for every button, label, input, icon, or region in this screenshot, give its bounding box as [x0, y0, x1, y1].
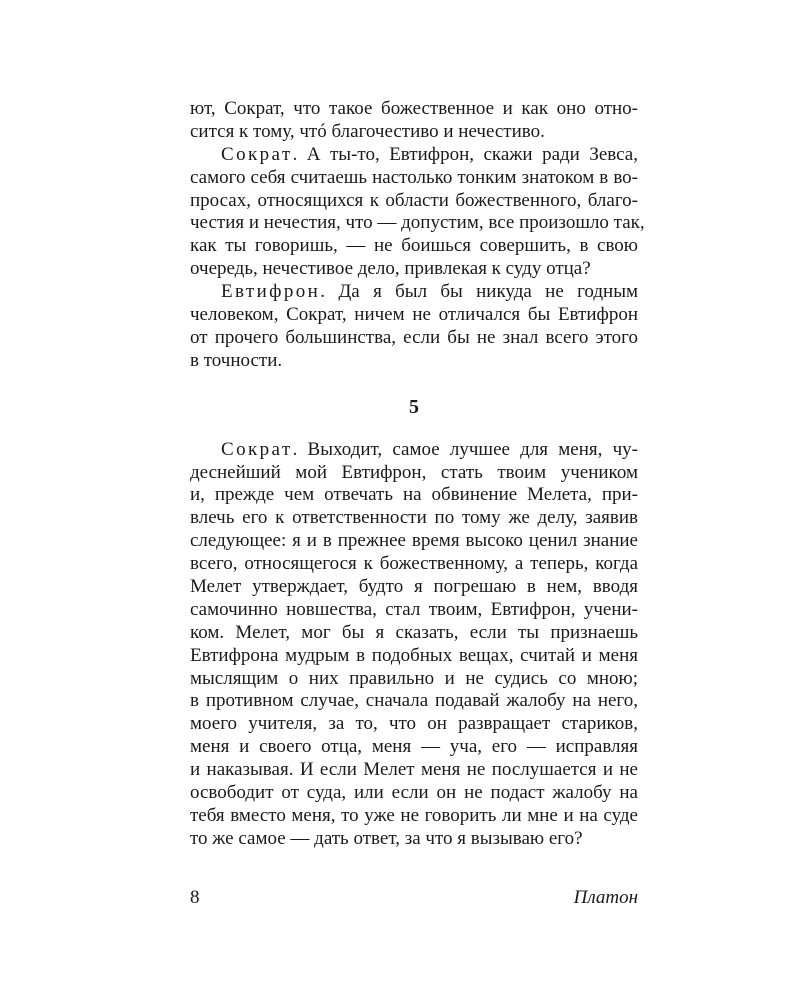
text-line: очередь, нечестивое дело, привлекая к суду отца?: [190, 258, 591, 280]
section-number: 5: [409, 395, 419, 418]
paragraph-continuation: [190, 98, 638, 144]
text-line: тебя вместо меня, то уже не говорить ли мне и на суде: [190, 804, 638, 826]
text-line: ют, Сократ, что такое божественное и как оно отно-: [190, 98, 638, 119]
text-line: и, прежде чем отвечать на обвинение Мелета, при-: [190, 484, 638, 506]
text-line: в противном случае, сначала подавай жалобу на него,: [190, 690, 638, 712]
text-line: деснейший мой Евтифрон, стать твоим учеником: [190, 461, 638, 483]
text-line: освободит от суда, или если он не подаст жалобу на: [190, 782, 638, 804]
paragraph-socrates-2: [190, 439, 638, 851]
text-line: [190, 281, 638, 304]
paragraph-euthyphro: [190, 281, 638, 373]
text-line: самого себя считаешь настолько тонким знатоком в во-: [190, 166, 638, 188]
text-line: Евтифрона мудрым в подобных вещах, считай и меня: [190, 644, 638, 666]
paragraph-socrates-1: [190, 143, 645, 281]
text-line: меня и своего отца, меня — уча, его — исправляя: [190, 736, 638, 758]
text-line: в точности.: [190, 349, 283, 371]
speaker-name: Сократ: [221, 143, 293, 165]
text-line: влечь его к ответственности по тому же делу, заявив: [190, 507, 638, 529]
text-line: самочинно новшества, стал твоим, Евтифрон, учени-: [190, 598, 638, 620]
text-line: мыслящим о них правильно и не судись со мною;: [190, 667, 638, 689]
speech-text: . Выходит, самое лучшее для меня, чу-: [292, 438, 638, 460]
text-line: как ты говоришь, — не боишься совершить, в свою: [190, 235, 638, 257]
text-line: и наказывая. И если Мелет меня не послушается и не: [190, 759, 638, 781]
text-line: просах, относящихся к области божественного, благо-: [190, 189, 638, 211]
text-line: всего, относящегося к божественному, а теперь, когда: [190, 553, 638, 575]
text-line: [190, 439, 638, 462]
speaker-name: Евтифрон: [221, 281, 321, 303]
text-line: человеком, Сократ, ничем не отличался бы Евтифрон: [190, 304, 638, 326]
text-line: следующее: я и в прежнее время высоко ценил знание: [190, 530, 638, 552]
text-line: сится к тому, чтó благочестиво и нечестиво.: [190, 120, 545, 142]
running-title: Платон: [573, 887, 638, 908]
page-footer: [190, 886, 638, 910]
text-line: то же самое — дать ответ, за что я вызываю его?: [190, 827, 583, 849]
text-line: Мелет утверждает, будто я погрешаю в нем, вводя: [190, 576, 638, 598]
speaker-name: Сократ: [221, 438, 293, 460]
speech-text: . Да я был бы никуда не годным: [320, 281, 638, 303]
text-line: [190, 144, 638, 167]
page-number: 8: [190, 887, 200, 908]
text-line: моего учителя, за то, что он развращает стариков,: [190, 713, 638, 735]
speech-text: . А ты-то, Евтифрон, скажи ради Зевса,: [292, 143, 638, 165]
text-line: честия и нечестия, что — допустим, все произошло так,: [190, 212, 645, 234]
text-line: ком. Мелет, мог бы я сказать, если ты признаешь: [190, 621, 638, 643]
text-line: от прочего большинства, если бы не знал всего этого: [190, 326, 638, 348]
page-body: [190, 98, 645, 851]
